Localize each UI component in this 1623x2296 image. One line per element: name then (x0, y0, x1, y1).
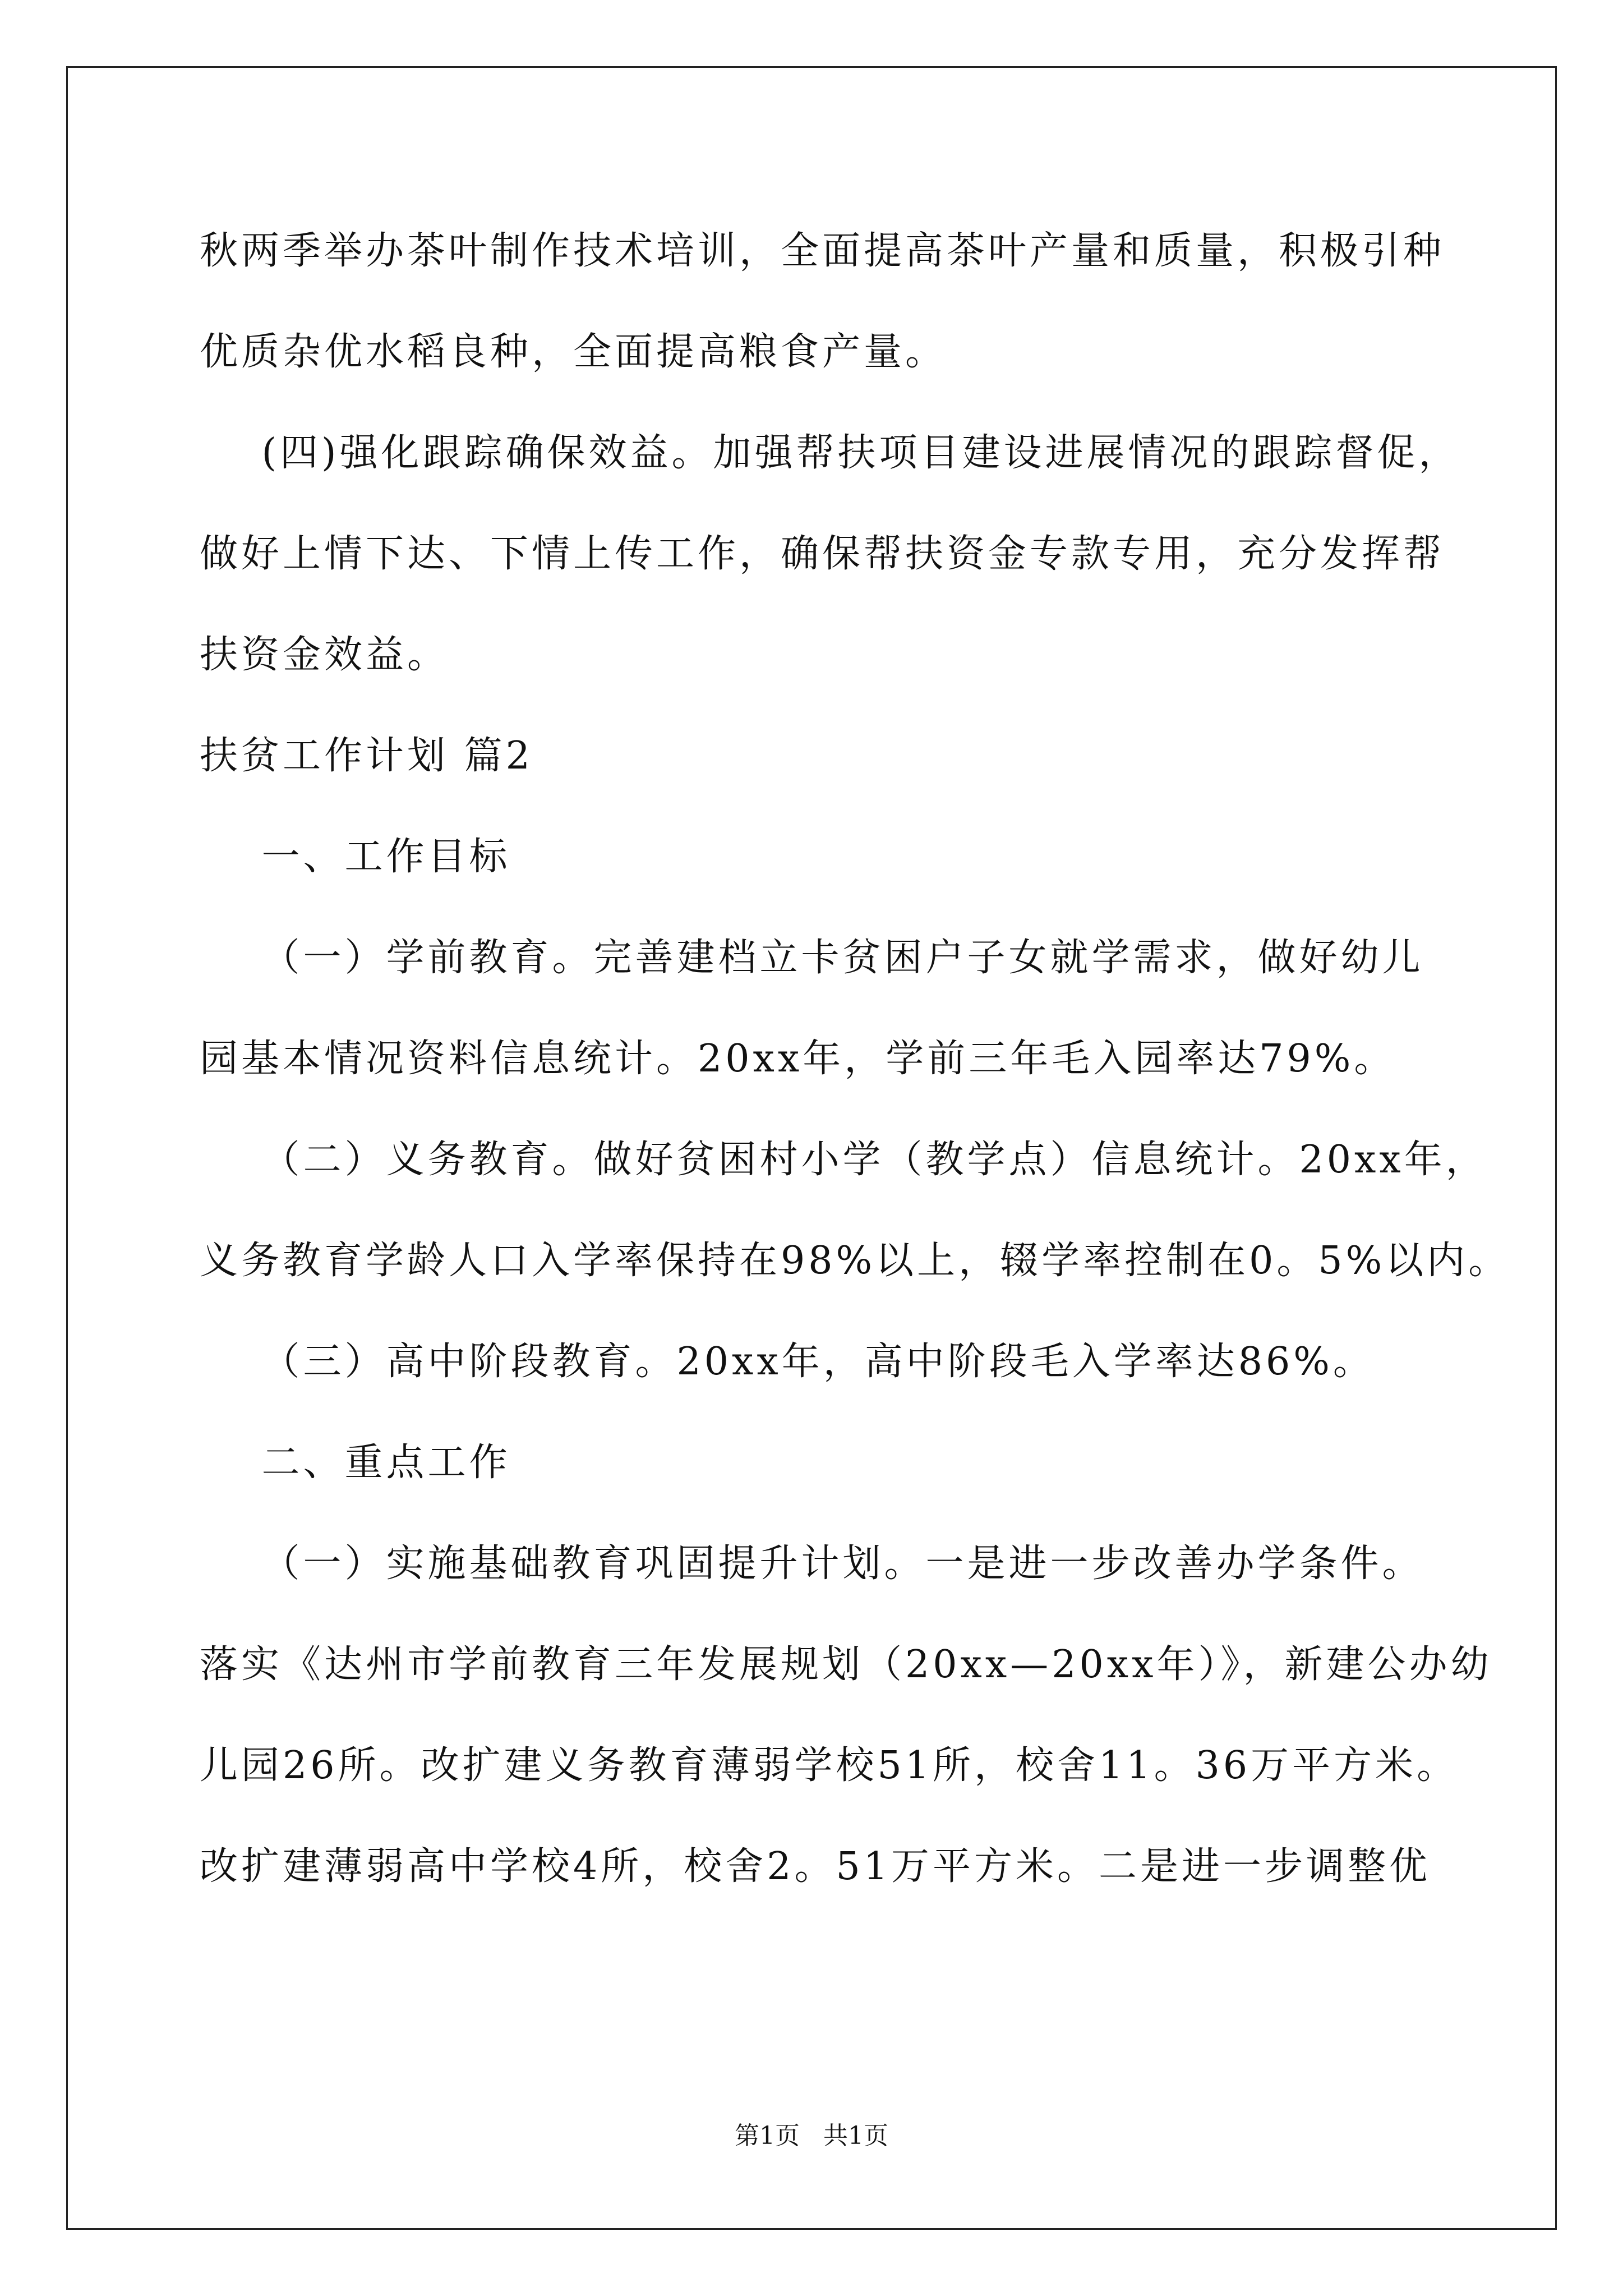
paragraph-line: 园基本情况资料信息统计。20xx年，学前三年毛入园率达79%。 (200, 1037, 1396, 1081)
paragraph-line: （一）实施基础教育巩固提升计划。一是进一步改善办学条件。 (200, 1542, 1424, 1586)
paragraph-line: 扶资金效益。 (200, 633, 449, 677)
subsection-heading: 一、工作目标 (200, 835, 511, 879)
paragraph-line: (四)强化跟踪确保效益。加强帮扶项目建设进展情况的跟踪督促， (200, 431, 1460, 475)
section-heading: 扶贫工作计划 篇2 (200, 734, 533, 778)
paragraph-line: 优质杂优水稻良种，全面提高粮食产量。 (200, 330, 947, 374)
paragraph-line: （一）学前教育。完善建档立卡贫困户子女就学需求，做好幼儿 (200, 936, 1424, 980)
paragraph-line: 秋两季举办茶叶制作技术培训，全面提高茶叶产量和质量，积极引种 (200, 229, 1445, 273)
paragraph-line: （三）高中阶段教育。20xx年，高中阶段毛入学率达86%。 (200, 1340, 1375, 1384)
paragraph-line: 做好上情下达、下情上传工作，确保帮扶资金专款专用，充分发挥帮 (200, 532, 1445, 576)
paragraph-line: 义务教育学龄人口入学率保持在98%以上，辍学率控制在0。5%以内。 (200, 1239, 1510, 1283)
paragraph-line: 改扩建薄弱高中学校4所，校舍2。51万平方米。二是进一步调整优 (200, 1844, 1431, 1889)
paragraph-line: （二）义务教育。做好贫困村小学（教学点）信息统计。20xx年， (200, 1138, 1487, 1182)
paragraph-line: 落实《达州市学前教育三年发展规划（20xx—20xx年）》，新建公办幼 (200, 1642, 1492, 1687)
page-footer: 第1页 共1页 (735, 2122, 888, 2150)
subsection-heading: 二、重点工作 (200, 1441, 511, 1485)
paragraph-line: 儿园26所。改扩建义务教育薄弱学校51所，校舍11。36万平方米。 (200, 1743, 1459, 1788)
